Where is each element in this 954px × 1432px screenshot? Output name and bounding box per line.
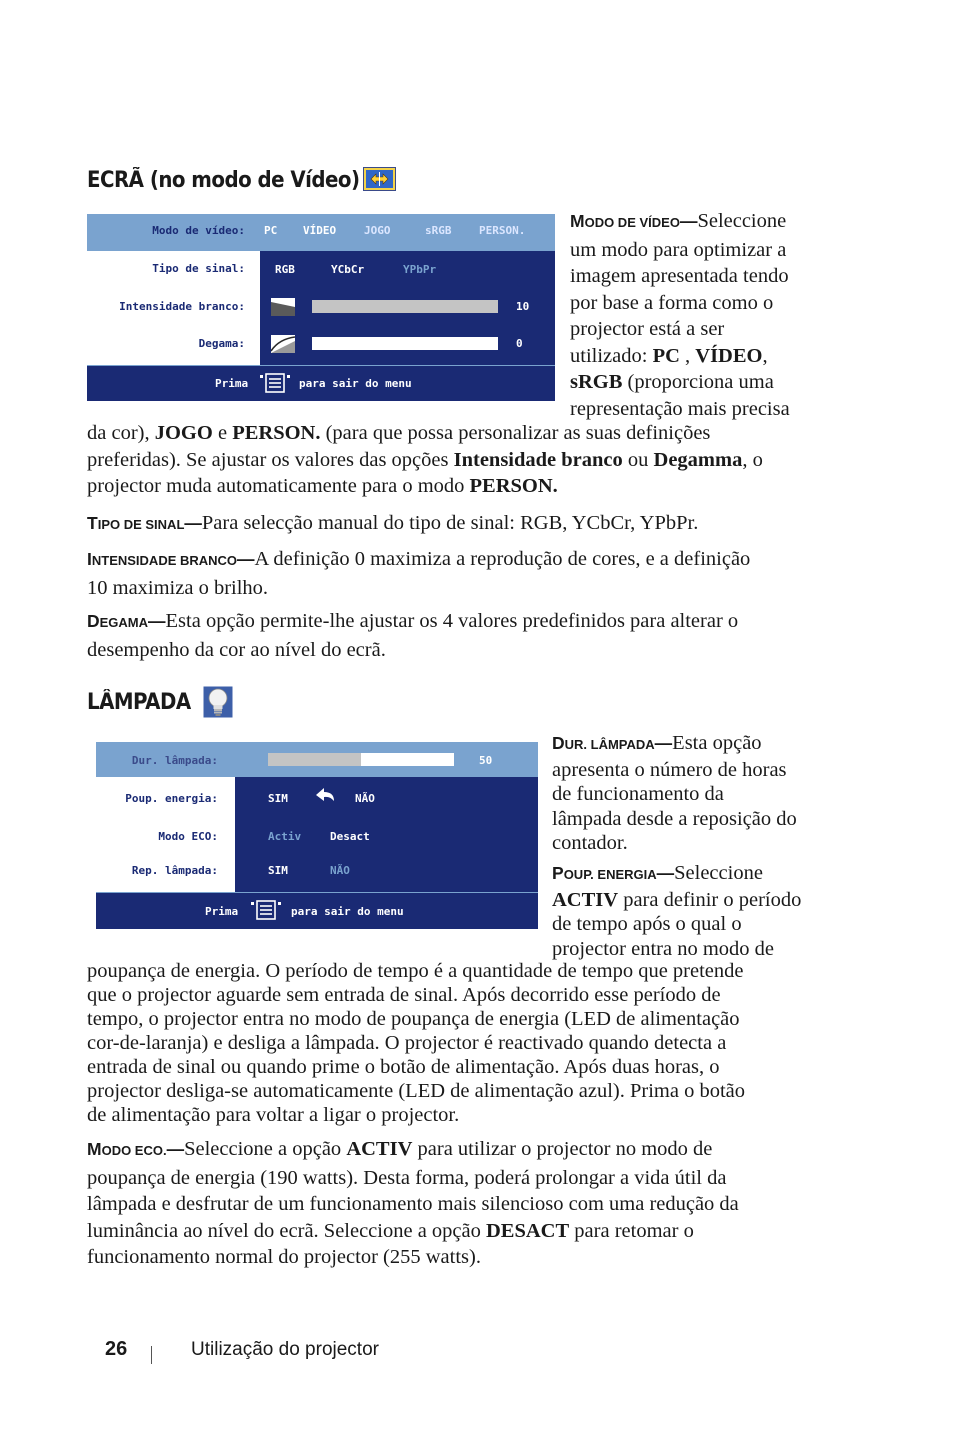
mode-option-jogo[interactable]: JOGO (364, 224, 391, 237)
degama-track[interactable] (312, 337, 498, 350)
signal-option-rgb[interactable]: RGB (275, 263, 295, 276)
power-toggle-arrow-icon (314, 787, 336, 805)
white-intensity-track[interactable] (312, 300, 498, 313)
eco-mode-description: MODO ECO.—Seleccione a opção ACTIV para utilizar o projector no modo de poupança de energia (190 watts). Desta forma, poderá prolongar a vida útil da lâmpada e desfrutar de um funcionamento mais silencioso com uma redução da luminância ao nível do ecrã. Seleccione a opção DESACT para retomar o funcionamento normal do projector (255 watts). (87, 1138, 739, 1268)
video-mode-label: Modo de vídeo: (152, 224, 245, 237)
mode-option-pc[interactable]: PC (264, 224, 278, 237)
degama-value: 0 (516, 337, 523, 350)
menu-button-icon (259, 373, 291, 393)
term-degama: DEGAMA— (87, 611, 166, 631)
term-signal-type: TIPO DE SINAL— (87, 513, 202, 533)
signal-option-ycbcr[interactable]: YCbCr (331, 263, 365, 276)
power-saving-description-cont: poupança de energia. O período de tempo é a quantidade de tempo que pretende que o projector aguarde sem entrada de sinal. Após decorrido esse período de tempo, o projector entra no modo de poupança de energia (LED de alimentação cor-de-laranja) e desliga a lâmpada. O projector é reactivado quando detecta a entrada de sinal ou quando prime o botão de alimentação. Após duas horas, o projector desliga-se automaticamente (LED de alimentação azul). Prima o botão de alimentação para voltar a ligar o projector. (87, 960, 746, 1126)
lamp-hours-label: Dur. lâmpada: (131, 754, 218, 767)
degama-icon (271, 335, 295, 353)
menu-button-icon (250, 900, 282, 920)
lightbulb-icon (203, 686, 233, 718)
lamp-hours-value: 50 (479, 754, 493, 767)
lamp-osd-menu (96, 742, 538, 929)
lamp-reset-no[interactable]: NÃO (330, 864, 350, 877)
term-power-saving: POUP. ENERGIA— (552, 863, 675, 883)
eco-mode-label: Modo ECO: (158, 830, 218, 843)
video-mode-description: MODO DE VÍDEO—Seleccione um modo para optimizar a imagem apresentada tendo por base a forma como o projector está a ser utilizado: PC , VÍDEO, sRGB (proporciona uma representação mais precisa (570, 210, 790, 420)
chapter-title: Utilização do projector (191, 1339, 379, 1360)
power-saving-label: Poup. energia: (125, 792, 218, 805)
footer-separator (151, 1346, 152, 1364)
white-intensity-icon (271, 298, 295, 316)
video-mode-osd-menu (87, 214, 555, 401)
power-saving-no[interactable]: NÃO (355, 792, 375, 805)
page-number: 26 (105, 1338, 128, 1360)
mode-option-person[interactable]: PERSON. (479, 224, 526, 237)
video-mode-description-cont: da cor), JOGO e PERSON. (para que possa personalizar as suas definições preferidas). Se ajustar os valores das opções Intensidade branco ou Degamma, o projector muda automaticamente para o modo PERSON. (87, 422, 763, 497)
lamp-hours-fill (268, 753, 361, 766)
screen-settings-icon (363, 167, 396, 191)
osd-footer-suffix: para sair do menu (299, 377, 412, 390)
signal-type-label: Tipo de sinal: (152, 262, 245, 275)
term-lamp-hours: DUR. LÂMPADA— (552, 733, 673, 753)
lamp-reset-label: Rep. lâmpada: (131, 864, 218, 877)
lamp-hours-track (268, 753, 454, 766)
mode-option-video[interactable]: VÍDEO (303, 224, 337, 237)
term-white-intensity: INTENSIDADE BRANCO— (87, 549, 255, 569)
degama-description: DEGAMA—Esta opção permite-lhe ajustar os 4 valores predefinidos para alterar o desempenho da cor ao nível do ecrã. (87, 610, 739, 661)
osd-footer-prefix: Prima (215, 377, 249, 390)
degama-label: Degama: (198, 337, 245, 350)
lamp-reset-yes[interactable]: SIM (268, 864, 288, 877)
white-intensity-label: Intensidade branco: (119, 300, 245, 313)
signal-option-ypbpr[interactable]: YPbPr (403, 263, 437, 276)
power-saving-yes[interactable]: SIM (268, 792, 288, 805)
term-eco-mode: MODO ECO.— (87, 1139, 185, 1159)
white-intensity-value: 10 (516, 300, 530, 313)
mode-option-srgb[interactable]: sRGB (425, 224, 452, 237)
eco-mode-activ[interactable]: Activ (268, 830, 302, 843)
osd2-footer-prefix: Prima (205, 905, 239, 918)
white-intensity-fill (312, 300, 498, 313)
power-saving-description: POUP. ENERGIA—Seleccione ACTIV para definir o período de tempo após o qual o projector entra no modo de (552, 862, 802, 960)
term-video-mode: MODO DE VÍDEO— (570, 211, 698, 231)
signal-type-description: TIPO DE SINAL—Para selecção manual do tipo de sinal: RGB, YCbCr, YPbPr. (87, 512, 699, 534)
osd2-footer-suffix: para sair do menu (291, 905, 404, 918)
section-title-screen: ECRÃ (no modo de Vídeo) (87, 168, 360, 193)
white-intensity-description: INTENSIDADE BRANCO—A definição 0 maximiza a reprodução de cores, e a definição 10 maximiza o brilho. (87, 548, 751, 599)
section-title-lamp: LÂMPADA (87, 690, 191, 715)
lamp-hours-description: DUR. LÂMPADA—Esta opção apresenta o número de horas de funcionamento da lâmpada desde a reposição do contador. (552, 732, 797, 854)
eco-mode-desact[interactable]: Desact (330, 830, 370, 843)
